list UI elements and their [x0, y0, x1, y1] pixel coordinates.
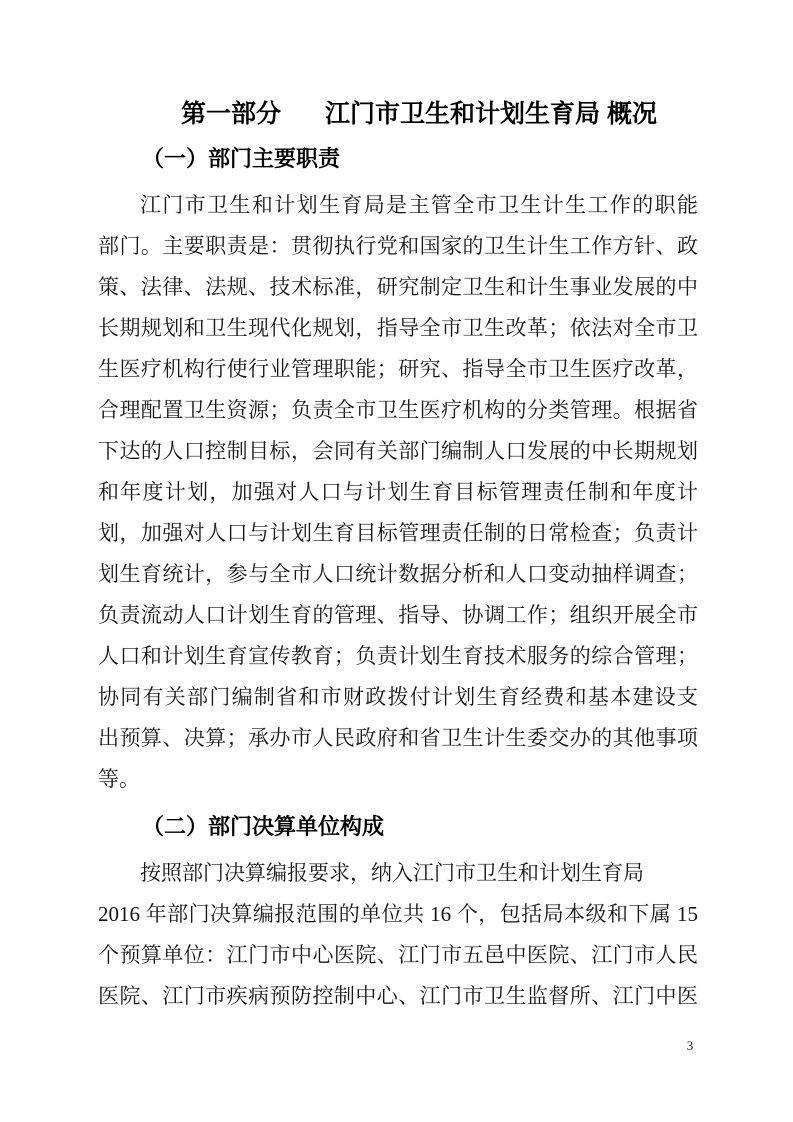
paragraph-line: 按照部门决算编报要求，纳入江门市卫生和计划生育局 [140, 861, 644, 885]
paragraph-line: 生医疗机构行使行业管理职能；研究、指导全市卫生医疗改革， [98, 357, 698, 381]
paragraph-line: 部门。主要职责是：贯彻执行党和国家的卫生计生工作方针、政 [98, 234, 698, 258]
paragraph-line: 等。 [98, 767, 140, 791]
paragraph-line: 协同有关部门编制省和市财政拨付计划生育经费和基本建设支 [98, 685, 698, 709]
document-content [98, 96, 698, 1017]
paragraph-line: 策、法律、法规、技术标准，研究制定卫生和计生事业发展的中 [98, 275, 698, 299]
body-paragraph [98, 185, 698, 800]
document-title-name: 江门市卫生和计划生育局 概况 [325, 100, 657, 128]
section-heading: （一）部门主要职责 [142, 146, 341, 171]
paragraph-line: 划生育统计，参与全市人口统计数据分析和人口变动抽样调查； [98, 562, 698, 586]
document-section [98, 138, 698, 800]
paragraph-line: 出预算、决算；承办市人民政府和省卫生计生委交办的其他事项 [98, 726, 698, 750]
document-title [98, 96, 698, 132]
document-section [98, 806, 698, 1017]
paragraph-line: 和年度计划，加强对人口与计划生育目标管理责任制和年度计 [98, 480, 698, 504]
paragraph-line: 下达的人口控制目标，会同有关部门编制人口发展的中长期规划 [98, 439, 698, 463]
paragraph-line: 负责流动人口计划生育的管理、指导、协调工作；组织开展全市 [98, 603, 698, 627]
paragraph-line: 划，加强对人口与计划生育目标管理责任制的日常检查；负责计 [98, 521, 698, 545]
section-heading: （二）部门决算单位构成 [142, 814, 385, 839]
page-number: 3 [686, 1038, 694, 1053]
paragraph-line: 人口和计划生育宣传教育；负责计划生育技术服务的综合管理； [98, 644, 698, 668]
document-title-part: 第一部分 [181, 100, 282, 128]
paragraph-line: 合理配置卫生资源；负责全市卫生医疗机构的分类管理。根据省 [98, 398, 698, 422]
paragraph-line: 个预算单位：江门市中心医院、江门市五邑中医院、江门市人民 [98, 943, 698, 967]
sections-root [98, 138, 698, 1017]
paragraph-line: 医院、江门市疾病预防控制中心、江门市卫生监督所、江门中医 [98, 984, 698, 1008]
paragraph-line: 长期规划和卫生现代化规划，指导全市卫生改革；依法对全市卫 [98, 316, 698, 340]
body-paragraph [98, 853, 698, 1017]
paragraph-line: 江门市卫生和计划生育局是主管全市卫生计生工作的职能 [140, 193, 698, 217]
paragraph-line: 2016 年部门决算编报范围的单位共 16 个，包括局本级和下属 15 [98, 902, 698, 926]
